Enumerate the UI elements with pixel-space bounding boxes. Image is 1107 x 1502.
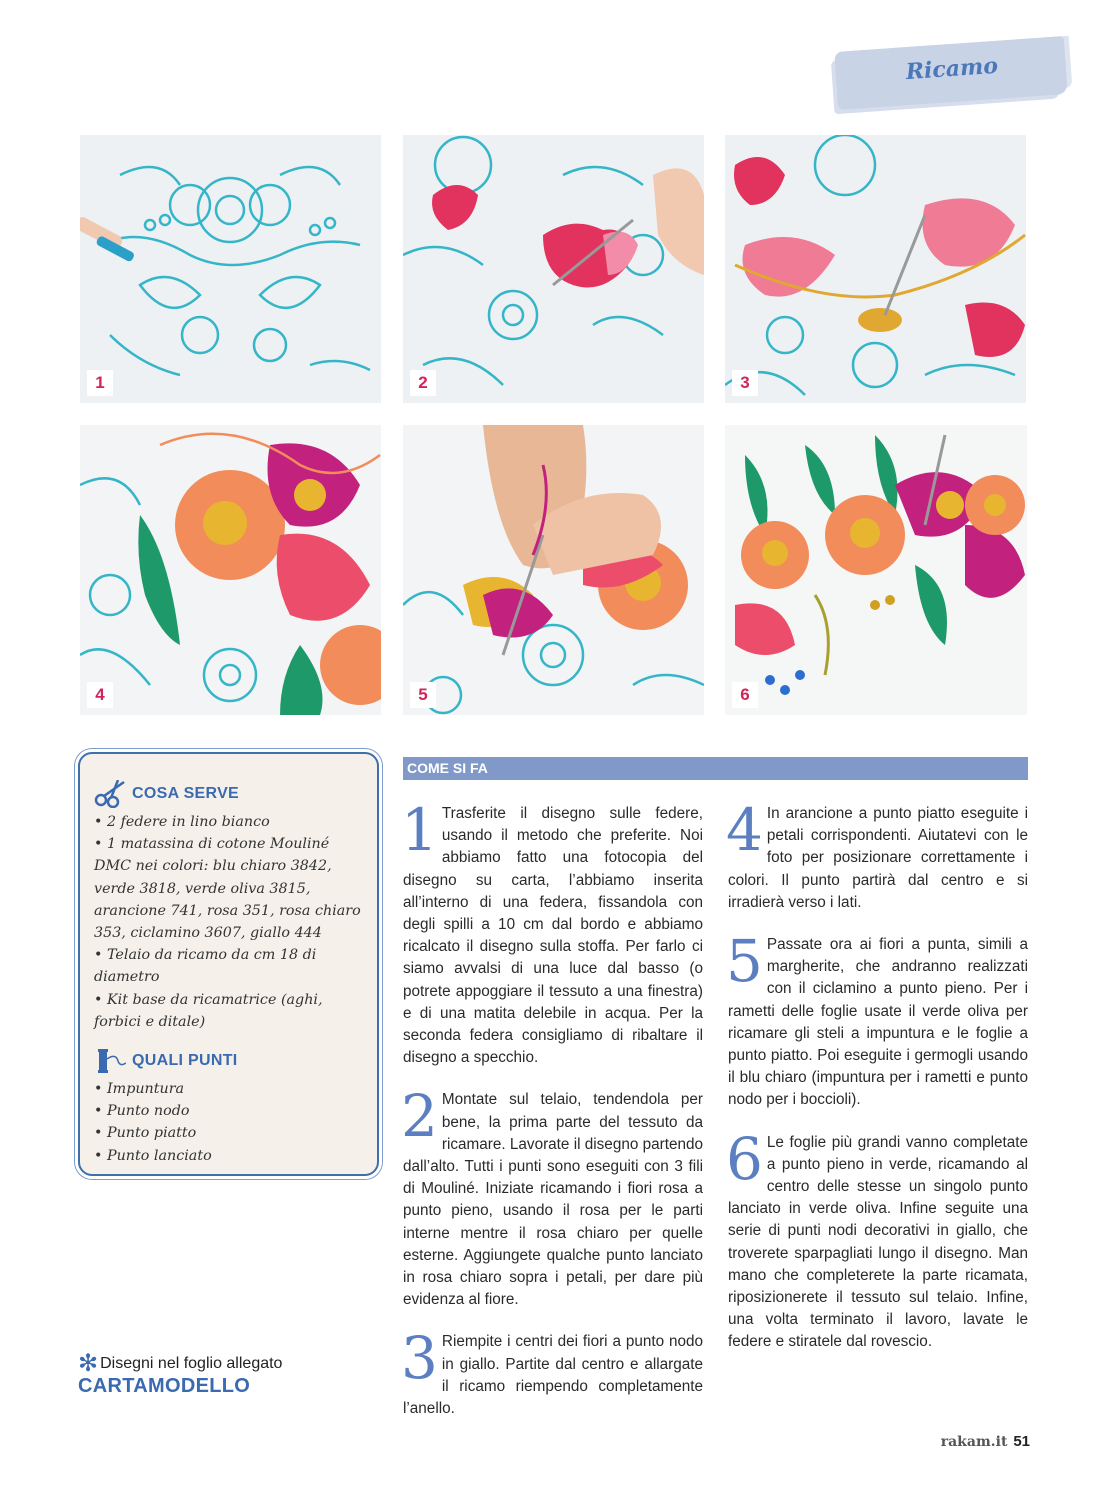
page-footer — [941, 1433, 1030, 1450]
step-text: Passate ora ai fiori a punta, simili a margherite, che andranno realizzati con il ciclamino a punto pieno. Per i rametti delle foglie usate il verde oliva per ricamare gli steli a impuntura e le foglie a punto piatto. Poi eseguite i germogli usando il blu chiaro (impuntura per i rametti e punto nodo per i boccioli). — [728, 936, 1028, 1109]
instructions-column-1 — [401, 796, 703, 1440]
photo-illustration — [80, 425, 381, 715]
pattern-note-text: Disegni nel foglio allegato — [100, 1355, 283, 1372]
step-text: Riempite i centri dei fiori a punto nodo in giallo. Partite dal centro e allargate il ricamo riempendo completamente l’anello. — [403, 1333, 703, 1418]
site-name: rakam.it — [940, 1434, 1008, 1450]
thread-spool-icon — [94, 1047, 126, 1075]
step-photo-3 — [725, 135, 1026, 403]
step-text: Trasferite il disegno sulle federe, usando il metodo che preferite. Noi abbiamo fatto una fotocopia del disegno su carta, l’abbiamo inserita all’interno di una federa, fissandola con degli spilli a 10 cm dal bordo e abbiamo ricalcato il disegno sulla stoffa. Per farlo ci siamo avvalsi di una luce dal basso (o potrete appoggiare il tessuto a una finestra) e di una matita delebile in acqua. Per la seconda federa consigliamo di ribaltare il disegno a specchio. — [403, 805, 703, 1067]
list-item: • 2 federe in lino bianco — [94, 811, 365, 833]
step-photo-4 — [80, 425, 381, 715]
section-tag — [834, 36, 1067, 110]
instructions-column-2 — [726, 796, 1028, 1374]
instructions-title: COME SI FA — [403, 757, 1028, 780]
materials-heading — [94, 780, 365, 808]
step-number: 2 — [410, 370, 436, 396]
page-number: 51 — [1013, 1433, 1030, 1450]
photo-illustration — [80, 135, 381, 403]
step-drop-number: 6 — [726, 1124, 763, 1193]
materials-box — [78, 752, 379, 1176]
step-number: 5 — [410, 682, 436, 708]
stitches-title: QUALI PUNTI — [132, 1052, 238, 1070]
step-number: 4 — [87, 682, 113, 708]
list-item: • Telaio da ricamo da cm 18 di diametro — [94, 944, 365, 988]
step-drop-number: 3 — [401, 1324, 438, 1393]
step-4 — [726, 796, 1028, 914]
step-number: 1 — [87, 370, 113, 396]
step-photo-2 — [403, 135, 704, 403]
stitches-list — [94, 1078, 365, 1167]
list-item: • Punto nodo — [94, 1100, 365, 1122]
step-6 — [726, 1124, 1028, 1354]
step-1 — [401, 796, 703, 1069]
photo-illustration — [403, 425, 704, 715]
step-text: In arancione a punto piatto eseguite i petali corrispondenti. Aiutatevi con le foto per posizionare correttamente i colori. Il punto partirà dal centro e si irradierà verso i lati. — [728, 805, 1028, 911]
step-drop-number: 2 — [401, 1082, 438, 1151]
step-5 — [726, 927, 1028, 1112]
list-item: • 1 matassina di cotone Mouliné DMC nei colori: blu chiaro 3842, verde 3818, verde oliva 3815, arancione 741, rosa 351, rosa chiaro 353, ciclamino 3607, giallo 444 — [94, 833, 365, 944]
materials-title: COSA SERVE — [132, 785, 240, 802]
scissors-icon — [94, 780, 126, 808]
step-2 — [401, 1082, 703, 1311]
photo-illustration — [725, 425, 1027, 715]
photo-illustration — [725, 135, 1026, 403]
step-drop-number: 4 — [726, 796, 763, 864]
pattern-note — [78, 1350, 283, 1398]
step-text: Le foglie più grandi vanno completate a punto pieno in verde, ricamando al centro delle stesse un singolo punto lanciato in verde oliva. Infine seguite una serie di punti nodi decorativi in giallo, che troverete sparpagliati lungo il disegno. Man mano che completerete la parte ricamata, riposizionerete il tessuto sul telaio. Infine, una volta terminato il lavoro, lavate le federe e stiratele dal rovescio. — [728, 1133, 1028, 1351]
section-label: Ricamo — [904, 52, 999, 86]
step-photo-6 — [725, 425, 1027, 715]
list-item: • Punto piatto — [94, 1122, 365, 1144]
materials-list — [94, 811, 365, 1033]
pattern-brand: CARTAMODELLO — [78, 1375, 251, 1397]
step-drop-number: 5 — [726, 927, 763, 996]
asterisk-icon: ✻ — [78, 1350, 99, 1377]
list-item: • Punto lanciato — [94, 1145, 365, 1167]
stitches-heading — [94, 1047, 365, 1075]
step-number: 6 — [732, 682, 758, 708]
photo-illustration — [403, 135, 704, 403]
step-drop-number: 1 — [401, 796, 438, 864]
list-item: • Impuntura — [94, 1078, 365, 1100]
step-photo-1 — [80, 135, 381, 403]
step-photo-5 — [403, 425, 704, 715]
step-number: 3 — [732, 370, 758, 396]
step-text: Montate sul telaio, tendendola per bene, la prima parte del tessuto da ricamare. Lavorate il disegno partendo dall’alto. Tutti i punti sono eseguiti con 3 fili di Mouliné. Iniziate ricamando i fiori rosa a punto pieno, usando il rosa per le parti interne mentre il rosa chiaro per quelle esterne. Aggiungete qualche punto lanciato in rosa chiaro sopra i petali, per dare più evidenza al fiore. — [403, 1091, 703, 1309]
list-item: • Kit base da ricamatrice (aghi, forbici e ditale) — [94, 989, 365, 1033]
step-3 — [401, 1324, 703, 1420]
